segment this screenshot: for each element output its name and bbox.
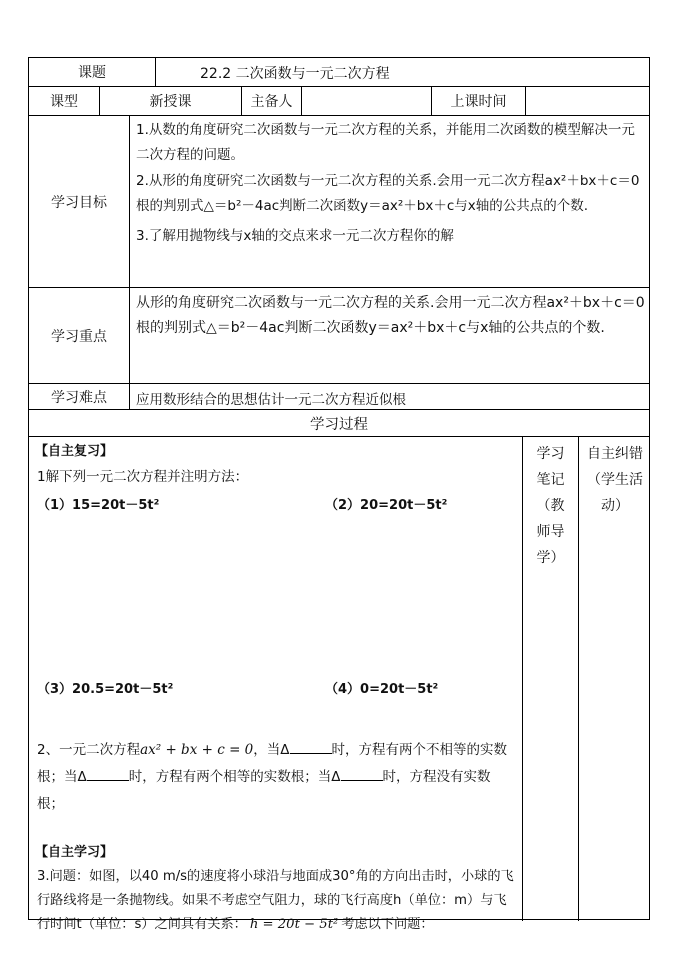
difficulty-content	[129, 384, 651, 409]
key-points-label: 学习重点	[51, 328, 107, 345]
goals-content	[129, 116, 651, 287]
q2-part4: 时，方程有两个相等的实数根；当Δ	[128, 769, 341, 785]
topic-row	[29, 58, 649, 87]
study-title: 【自主学习】	[35, 845, 114, 860]
class-time-label: 上课时间	[431, 87, 525, 115]
answer-blank-3[interactable]	[341, 768, 383, 781]
q3-part1: 3.问题：如图，以40 m/s的速度将小球沿与地面成30°角的方向出击时，小球的飞行路线将是一条抛物线。如果不考虑空气阻力，球的飞行高度h（单位：m）与飞行时间t（单位：s）之间具有关系：	[37, 869, 514, 932]
q3-text	[37, 865, 515, 937]
difficulty-label: 学习难点	[51, 389, 107, 406]
teacher-notes-column	[522, 437, 578, 921]
q2-part3: 时，方程有两个不相等的实数根；当Δ	[37, 742, 508, 785]
q2-part5: 时，方程没有实数根；	[37, 769, 491, 812]
class-time-value	[525, 87, 651, 115]
topic-value-cell	[155, 58, 651, 86]
type-value: 新授课	[99, 87, 241, 115]
type-label: 课型	[50, 94, 78, 110]
notes-line-2: 笔记	[536, 472, 565, 488]
topic-value: 22.2 二次函数与一元二次方程	[200, 66, 390, 82]
answer-blank-2[interactable]	[87, 768, 129, 781]
key-points-content	[129, 288, 651, 383]
q1-b: （2）20=20t－5t²	[325, 498, 448, 513]
q1-intro: 1解下列一元二次方程并注明方法：	[37, 469, 249, 485]
correction-line-3: 动）	[601, 498, 629, 514]
q2-part2: ，当Δ	[253, 742, 290, 758]
type-row	[29, 87, 649, 116]
lesson-plan-table	[28, 57, 650, 932]
goals-row	[29, 116, 649, 288]
q1-c: （3）20.5=20t－5t²	[37, 682, 174, 697]
correction-line-2: （学生活	[587, 472, 643, 488]
notes-line-1: 学习	[536, 446, 565, 462]
process-title: 学习过程	[310, 416, 368, 433]
q3-formula: h = 20t − 5t²	[249, 917, 339, 932]
process-title-row	[29, 410, 649, 437]
self-correction-column	[578, 437, 651, 921]
q3-part2: 考虑以下问题：	[341, 917, 434, 932]
notes-line-3: （教	[536, 498, 565, 514]
answer-blank-1[interactable]	[290, 741, 332, 754]
q2-text	[37, 737, 515, 818]
preparer-value	[301, 87, 431, 115]
key-points-row	[29, 288, 649, 384]
key-points-text: 从形的角度研究二次函数与一元二次方程的关系.会用一元二次方程ax²＋bx＋c＝0根的判别式△＝b²－4ac判断二次函数y＝ax²＋bx＋c与x轴的公共点的个数.	[136, 295, 645, 336]
goal-item-2: 2.从形的角度研究二次函数与一元二次方程的关系.会用一元二次方程ax²＋bx＋c＝0根的判别式△＝b²－4ac判断二次函数y＝ax²＋bx＋c与x轴的公共点的个数.	[136, 173, 640, 214]
q1-a: （1）15=20t－5t²	[37, 498, 160, 513]
difficulty-row	[29, 384, 649, 410]
goal-item-3: 3.了解用抛物线与x轴的交点来求一元二次方程你的解	[136, 228, 454, 244]
topic-label: 课题	[78, 65, 106, 81]
q1-d: （4）0=20t－5t²	[325, 682, 439, 697]
process-main-column	[29, 437, 522, 932]
goal-item-1: 1.从数的角度研究二次函数与一元二次方程的关系，并能用二次函数的模型解决一元二次方程的问题。	[136, 122, 635, 163]
goals-label: 学习目标	[51, 194, 107, 211]
notes-line-4: 师导	[536, 524, 565, 540]
preparer-label: 主备人	[241, 87, 301, 115]
correction-line-1: 自主纠错	[587, 446, 643, 462]
difficulty-text: 应用数形结合的思想估计一元二次方程近似根	[136, 392, 406, 408]
q2-equation: ax² + bx + c = 0	[140, 742, 254, 758]
review-title: 【自主复习】	[35, 444, 114, 459]
q2-part1: 2、一元二次方程	[37, 742, 141, 758]
notes-line-5: 学）	[536, 550, 565, 566]
process-body-row	[29, 437, 649, 932]
